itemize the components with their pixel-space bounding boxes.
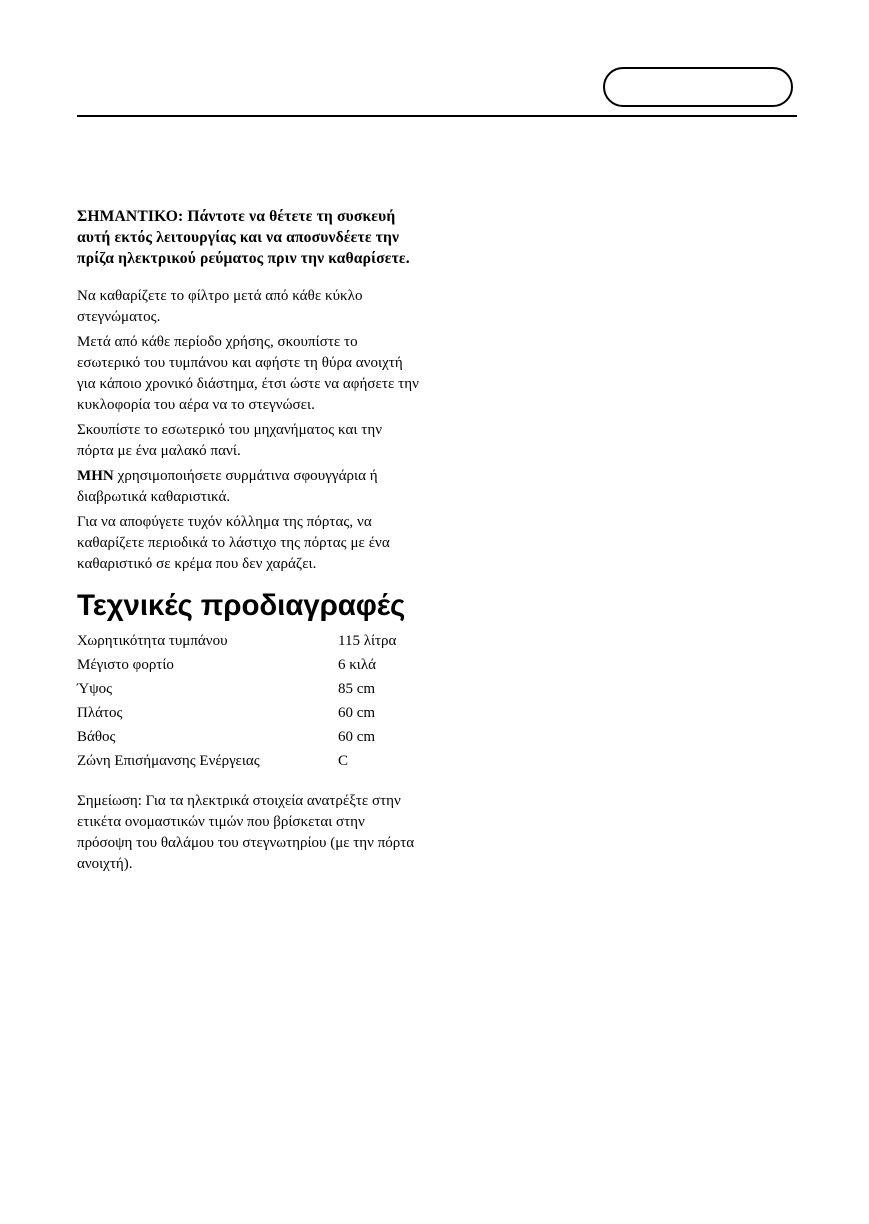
cleaning-paragraph-drum: Μετά από κάθε περίοδο χρήσης, σκουπίστε το εσωτερικό του τυμπάνου και αφήστε τη θύρα ανοιχτή για κάποιο χρονικό διάστημα, έτσι ώστε να αφήσετε την κυκλοφορία του αέρα να το στεγνώσει. — [77, 334, 419, 413]
cleaning-paragraph-door-seal: Για να αποφύγετε τυχόν κόλλημα της πόρτας, να καθαρίζετε περιοδικά το λάστιχο της πόρτας με ένα καθαριστικό σε κρέμα που δεν χαράζει. — [77, 514, 390, 572]
table-row — [77, 677, 396, 701]
safety-warning — [77, 206, 422, 269]
warning-lead: ΣΗΜΑΝΤΙΚΟ: — [77, 208, 184, 225]
spec-value: C — [338, 753, 349, 769]
spec-label: Πλάτος — [77, 705, 123, 721]
spec-label: Χωρητικότητα τυμπάνου — [77, 633, 228, 649]
table-row — [77, 749, 396, 773]
specs-table — [77, 629, 396, 773]
spec-label: Ζώνη Επισήμανσης Ενέργειας — [77, 753, 260, 769]
header-tab — [603, 67, 793, 107]
table-row — [77, 629, 396, 653]
spec-label: Μέγιστο φορτίο — [77, 657, 174, 673]
spec-value: 60 cm — [338, 705, 376, 721]
table-row — [77, 653, 396, 677]
cleaning-paragraph-filter: Να καθαρίζετε το φίλτρο μετά από κάθε κύκλο στεγνώματος. — [77, 288, 363, 325]
electrical-note: Σημείωση: Για τα ηλεκτρικά στοιχεία ανατρέξτε στην ετικέτα ονομαστικών τιμών που βρίσκεται στην πρόσοψη του θαλάμου του στεγνωτηρίου (με την πόρτα ανοιχτή). — [77, 793, 415, 872]
spec-label: Ύψος — [77, 681, 113, 697]
spec-value: 85 cm — [338, 681, 376, 697]
warning-text: Πάντοτε να θέτετε τη συσκευή αυτή εκτός λειτουργίας και να αποσυνδέετε την πρίζα ηλεκτρικού ρεύματος πριν την καθαρίσετε. — [77, 208, 410, 267]
cleaning-paragraph-abrasives — [77, 466, 422, 508]
spec-value: 60 cm — [338, 729, 376, 745]
table-row — [77, 701, 396, 725]
cleaning-section — [77, 286, 422, 575]
spec-value: 6 κιλά — [338, 657, 376, 673]
spec-label: Βάθος — [77, 729, 116, 745]
page-content — [77, 206, 422, 875]
cleaning-paragraph-interior: Σκουπίστε το εσωτερικό του μηχανήματος και την πόρτα με ένα μαλακό πανί. — [77, 422, 383, 459]
abrasives-text: χρησιμοποιήσετε συρμάτινα σφουγγάρια ή διαβρωτικά καθαριστικά. — [77, 468, 378, 505]
table-row — [77, 725, 396, 749]
spec-value: 115 λίτρα — [338, 633, 397, 649]
specs-title: Τεχνικές προδιαγραφές — [77, 589, 406, 622]
do-not-emphasis: ΜΗΝ — [77, 468, 114, 484]
spacer — [77, 269, 422, 286]
header-rule — [77, 115, 797, 117]
